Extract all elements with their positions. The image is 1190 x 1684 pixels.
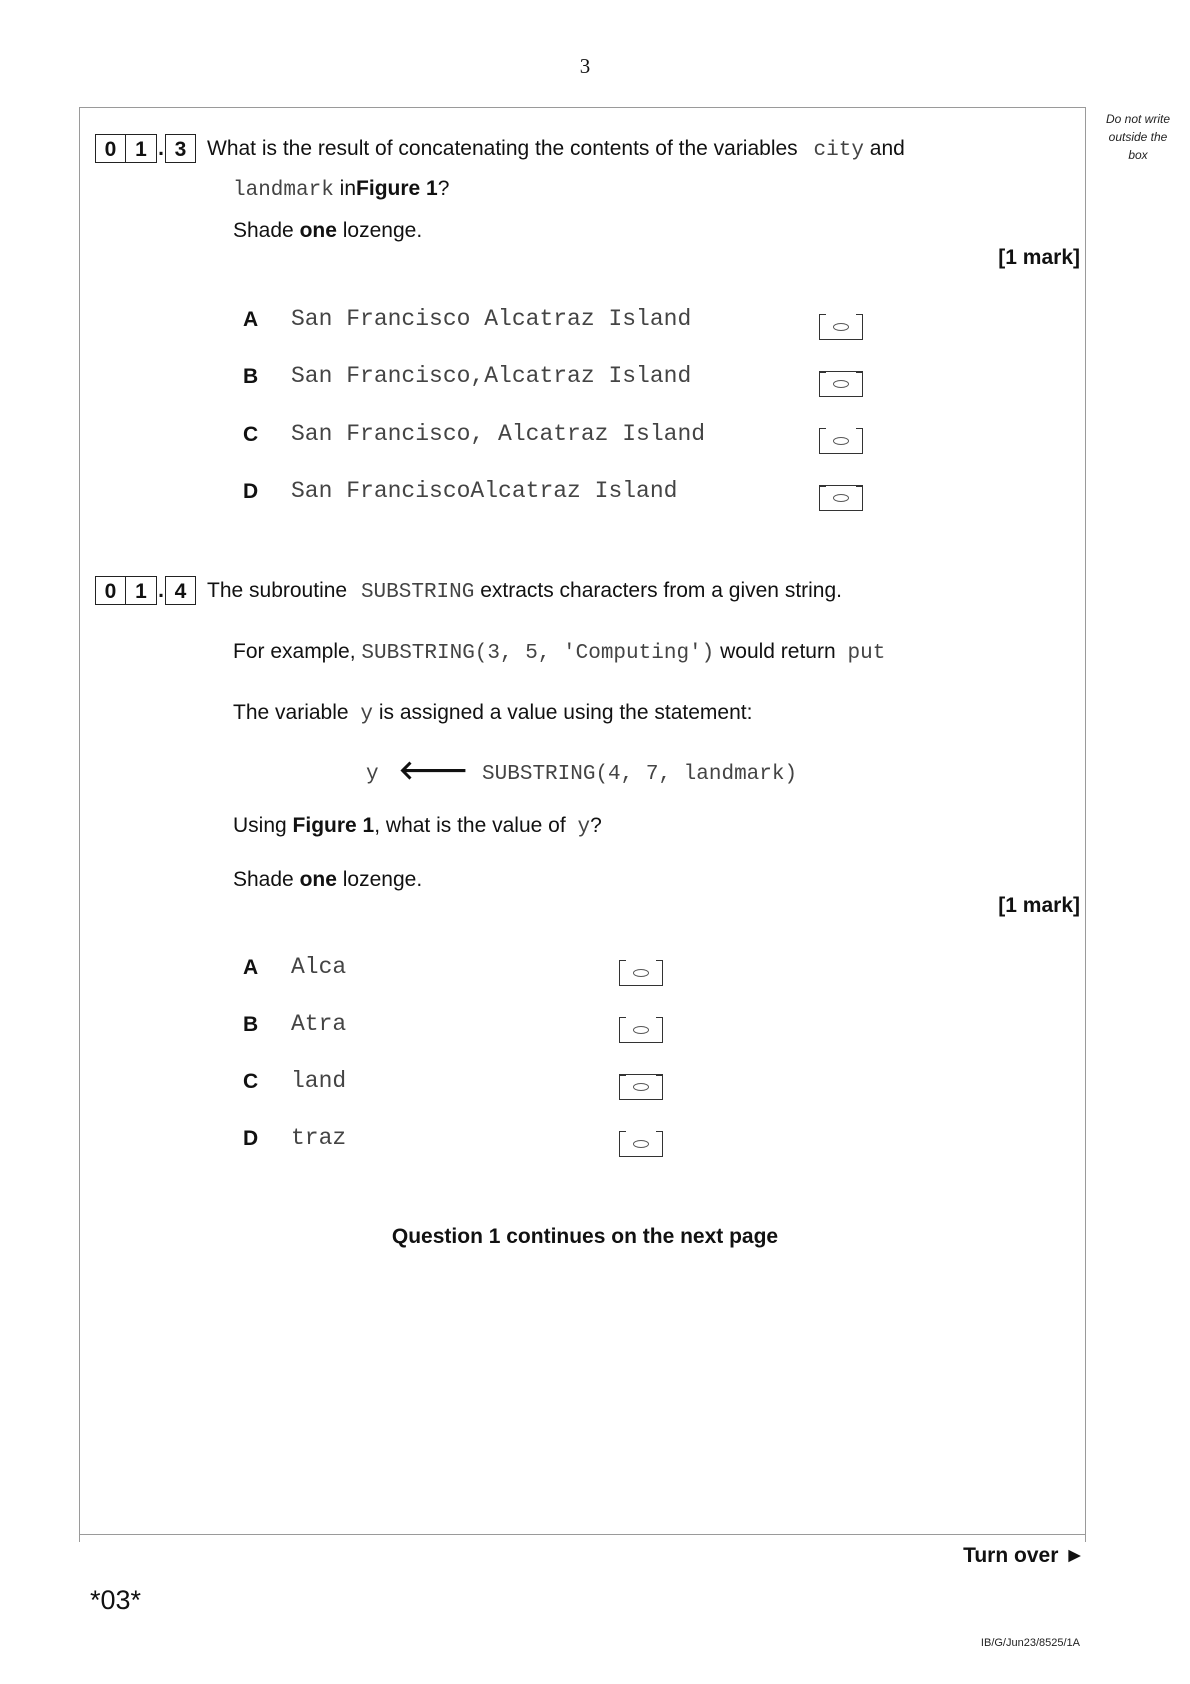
stem-in: in xyxy=(339,177,357,200)
example-mid: would return xyxy=(720,640,836,663)
lozenge-oval-icon xyxy=(833,323,849,331)
mark-013: [1 mark] xyxy=(998,246,1080,269)
lozenge-013-d[interactable] xyxy=(819,485,863,511)
lozenge-oval-icon xyxy=(833,437,849,445)
var-city: city xyxy=(813,139,864,162)
using-mid: , what is the value of xyxy=(374,814,566,837)
figure-ref: Figure 1 xyxy=(356,177,438,200)
qnum-dot: . xyxy=(158,136,164,160)
qnum-digit-1: 0 xyxy=(95,576,126,605)
assign-arrow-icon: 🡐 xyxy=(398,755,469,785)
lozenge-013-c[interactable] xyxy=(819,428,863,454)
question-013-stem-line2 xyxy=(233,176,449,204)
qnum-digit-3: 3 xyxy=(165,134,196,163)
option-letter-013-d: D xyxy=(243,480,259,503)
shade-instruction-014 xyxy=(233,867,422,893)
stem-pre: The subroutine xyxy=(207,579,348,602)
lozenge-oval-icon xyxy=(833,494,849,502)
question-number-013 xyxy=(95,134,196,163)
option-letter-013-c: C xyxy=(243,423,259,446)
page-number: 3 xyxy=(579,54,591,78)
frame-bottom-rule xyxy=(79,1534,1086,1535)
qnum-digit-1: 0 xyxy=(95,134,126,163)
shade-post: lozenge. xyxy=(342,868,423,891)
example-code: SUBSTRING(3, 5, 'Computing') xyxy=(361,642,715,665)
statement-var: y xyxy=(366,763,379,786)
shade-bold: one xyxy=(299,868,337,891)
margin-note-line2: outside the xyxy=(1108,130,1168,144)
paper-reference: IB/G/Jun23/8525/1A xyxy=(980,1637,1080,1649)
assignment-statement xyxy=(366,757,797,788)
option-text-013-a: San Francisco Alcatraz Island xyxy=(291,306,692,332)
stem-and: and xyxy=(869,137,905,160)
margin-note-line3: box xyxy=(1128,148,1148,162)
lozenge-014-a[interactable] xyxy=(619,960,663,986)
turn-over[interactable]: Turn over ► xyxy=(963,1544,1085,1567)
question-014-stem xyxy=(207,578,842,606)
using-question-mark: ? xyxy=(590,814,602,837)
option-letter-013-b: B xyxy=(243,365,259,388)
shade-pre: Shade xyxy=(233,868,294,891)
qnum-dot: . xyxy=(158,578,164,602)
option-letter-014-b: B xyxy=(243,1013,259,1036)
qnum-digit-3: 4 xyxy=(165,576,196,605)
option-text-014-a: Alca xyxy=(291,954,347,980)
option-text-013-c: San Francisco, Alcatraz Island xyxy=(291,421,706,447)
lozenge-oval-icon xyxy=(833,380,849,388)
lozenge-014-c[interactable] xyxy=(619,1074,663,1100)
shade-bold: one xyxy=(299,219,337,242)
qnum-digit-2: 1 xyxy=(126,576,157,605)
option-text-013-b: San Francisco,Alcatraz Island xyxy=(291,363,692,389)
option-letter-014-a: A xyxy=(243,956,259,979)
stem-post: extracts characters from a given string. xyxy=(480,579,843,602)
subroutine-name: SUBSTRING xyxy=(360,581,475,604)
option-text-014-c: land xyxy=(291,1068,347,1094)
frame-tick-left xyxy=(79,1534,80,1542)
example-pre: For example, xyxy=(233,640,356,663)
var-landmark: landmark xyxy=(233,179,334,202)
using-line xyxy=(233,813,602,841)
option-text-014-d: traz xyxy=(291,1125,347,1151)
using-figure: Figure 1 xyxy=(292,814,375,837)
qnum-digit-2: 1 xyxy=(126,134,157,163)
margin-note-line1: Do not write xyxy=(1105,112,1171,126)
variable-post: is assigned a value using the statement: xyxy=(378,701,753,724)
frame-tick-right xyxy=(1085,1534,1086,1542)
question-number-014 xyxy=(95,576,196,605)
question-013-stem xyxy=(207,136,905,164)
stem-question-mark: ? xyxy=(437,177,450,200)
option-letter-014-c: C xyxy=(243,1070,259,1093)
variable-line xyxy=(233,700,752,728)
option-text-014-b: Atra xyxy=(291,1011,347,1037)
shade-post: lozenge. xyxy=(342,219,423,242)
stem-text: What is the result of concatenating the contents of the variables xyxy=(207,137,798,160)
example-result: put xyxy=(847,642,886,665)
lozenge-014-b[interactable] xyxy=(619,1017,663,1043)
page-code: *03* xyxy=(90,1585,142,1615)
continues-note: Question 1 continues on the next page xyxy=(391,1225,779,1248)
variable-pre: The variable xyxy=(233,701,349,724)
option-letter-014-d: D xyxy=(243,1127,259,1150)
option-text-013-d: San FranciscoAlcatraz Island xyxy=(291,478,678,504)
shade-instruction-013 xyxy=(233,218,422,244)
shade-pre: Shade xyxy=(233,219,294,242)
using-pre: Using xyxy=(233,814,287,837)
margin-note xyxy=(1098,110,1178,164)
variable-name: y xyxy=(360,703,374,726)
lozenge-oval-icon xyxy=(633,969,649,977)
lozenge-oval-icon xyxy=(633,1140,649,1148)
option-letter-013-a: A xyxy=(243,308,259,331)
example-line xyxy=(233,639,885,667)
lozenge-oval-icon xyxy=(633,1083,649,1091)
lozenge-013-b[interactable] xyxy=(819,371,863,397)
mark-014: [1 mark] xyxy=(998,894,1080,917)
using-var: y xyxy=(577,816,591,839)
lozenge-oval-icon xyxy=(633,1026,649,1034)
lozenge-013-a[interactable] xyxy=(819,314,863,340)
statement-expr: SUBSTRING(4, 7, landmark) xyxy=(482,763,798,786)
lozenge-014-d[interactable] xyxy=(619,1131,663,1157)
